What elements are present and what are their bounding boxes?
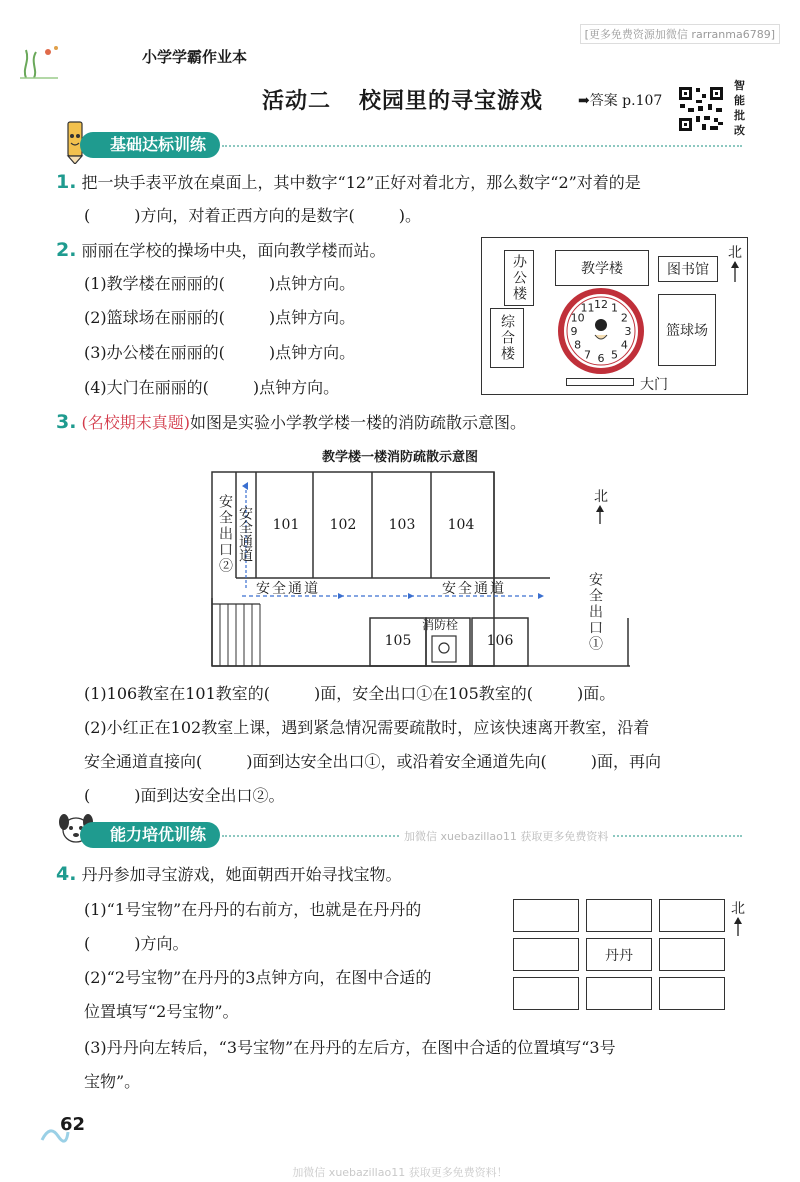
question-4-sub-3-line-1: (3)丹丹向左转后，“3号宝物”在丹丹的左后方，在图中合适的位置填写“3号 — [84, 1038, 616, 1057]
text: 安全通道直接向( — [84, 752, 203, 771]
exit-2-label: 安全出口② — [217, 494, 233, 574]
question-3-sub-2-line-1: (2)小红正在102教室上课，遇到紧急情况需要疏散时，应该快速离开教室，沿着 — [84, 718, 650, 737]
text: ( — [84, 786, 91, 805]
text: )点钟方向。 — [268, 308, 356, 327]
basketball-court: 篮球场 — [658, 294, 716, 366]
north-arrow-icon — [728, 260, 742, 282]
page-number: 62 — [60, 1114, 86, 1135]
text: (1)106教室在101教室的( — [84, 684, 270, 703]
text: )面，安全出口①在105教室的( — [314, 684, 534, 703]
north-arrow-icon — [731, 916, 745, 936]
office-building: 办公楼 — [504, 250, 534, 306]
text: ( — [84, 934, 91, 953]
bottom-watermark: 加微信 xuebazillao11 获取更多免费资料！ — [292, 1166, 508, 1179]
text: )方向。 — [134, 934, 189, 953]
question-number: 3. — [56, 411, 77, 433]
question-3-sub-2-line-3 — [84, 784, 285, 808]
text: )点钟方向。 — [268, 343, 356, 362]
page-title — [262, 84, 543, 115]
north-label: 北 — [728, 245, 742, 261]
corridor-label-2: 安全通道 — [442, 581, 506, 597]
clock-number: 11 — [580, 301, 595, 315]
room-101: 101 — [272, 517, 300, 533]
grid-cell-ne[interactable] — [659, 899, 725, 932]
library-building: 图书馆 — [658, 256, 718, 282]
text: (3)办公楼在丽丽的( — [84, 343, 225, 362]
mid-watermark: 加微信 xuebazillao11 获取更多免费资料 — [400, 828, 612, 844]
clock-number: 8 — [574, 338, 582, 352]
text: )点钟方向。 — [252, 378, 340, 397]
smart-grading-label: 智能批改 — [734, 79, 745, 137]
grid-cell-nw[interactable] — [513, 899, 579, 932]
section-basic-banner: 基础达标训练 — [80, 132, 220, 158]
section-ability-banner: 能力培优训练 — [80, 822, 220, 848]
question-4-stem — [56, 862, 402, 887]
question-1-line-2 — [84, 204, 421, 228]
question-2-sub-2 — [84, 306, 355, 330]
question-number: 1. — [56, 171, 77, 193]
activity-number: 活动二 — [262, 89, 332, 114]
question-number: 4. — [56, 863, 77, 885]
section-divider — [222, 145, 742, 147]
question-4-sub-2-line-1: (2)“2号宝物”在丹丹的3点钟方向，在图中合适的 — [84, 968, 432, 987]
clock-number: 4 — [620, 338, 628, 352]
figure-title: 教学楼一楼消防疏散示意图 — [321, 450, 478, 465]
grid-cell-e[interactable] — [659, 938, 725, 971]
clock-number: 3 — [624, 325, 632, 338]
clock-number: 5 — [611, 348, 618, 362]
exit-1-label: 安全出口① — [587, 572, 603, 652]
question-2-sub-4 — [84, 376, 339, 400]
clock-number: 1 — [611, 301, 618, 315]
book-title: 小学学霸作业本 — [142, 48, 248, 66]
answer-reference: ➡答案 p.107 — [578, 93, 663, 109]
question-text: 丹丹参加寻宝游戏，她面朝西开始寻找宝物。 — [81, 865, 402, 884]
question-3-sub-1 — [84, 682, 615, 706]
north-label: 北 — [594, 489, 608, 505]
seaweed-logo-icon — [18, 40, 78, 80]
gate-bar — [566, 378, 634, 386]
question-text: 把一块手表平放在桌面上，其中数字“12”正好对着北方，那么数字“2”对着的是 — [81, 173, 641, 192]
text: (4)大门在丽丽的( — [84, 378, 209, 397]
clock-number: 7 — [584, 348, 591, 362]
school-map — [481, 237, 748, 395]
text: )点钟方向。 — [268, 274, 356, 293]
question-text: 丽丽在学校的操场中央，面向教学楼而站。 — [81, 241, 386, 260]
question-4-sub-1-line-2 — [84, 932, 189, 956]
room-105: 105 — [384, 633, 412, 649]
text: )面到达安全出口②。 — [134, 786, 285, 805]
room-102: 102 — [329, 517, 357, 533]
text: )。 — [398, 206, 421, 225]
text: )面。 — [577, 684, 616, 703]
qr-code-icon[interactable] — [678, 86, 724, 132]
text: (2)篮球场在丽丽的( — [84, 308, 225, 327]
text: )面到达安全出口①，或沿着安全通道先向( — [246, 752, 547, 771]
vertical-corridor-label: 安全通道 — [237, 506, 253, 562]
question-4-sub-2-line-2: 位置填写“2号宝物”。 — [84, 1002, 239, 1021]
exam-tag: (名校期末真题) — [81, 413, 191, 432]
room-106: 106 — [486, 633, 514, 649]
clock-number: 6 — [597, 352, 605, 365]
text: )方向，对着正西方向的是数字( — [134, 206, 355, 225]
grid-cell-sw[interactable] — [513, 977, 579, 1010]
clock-number: 10 — [570, 311, 585, 325]
room-104: 104 — [447, 517, 475, 533]
question-4-sub-1-line-1: (1)“1号宝物”在丹丹的右前方，也就是在丹丹的 — [84, 900, 422, 919]
room-103: 103 — [388, 517, 416, 533]
evacuation-plan — [210, 468, 630, 668]
corridor-label-1: 安全通道 — [256, 581, 320, 597]
top-watermark: [更多免费资源加微信 rarranma6789] — [580, 24, 780, 44]
question-4-sub-3-line-2: 宝物”。 — [84, 1072, 141, 1091]
grid-cell-w[interactable] — [513, 938, 579, 971]
comprehensive-building: 综合楼 — [490, 308, 524, 368]
question-2-sub-1 — [84, 272, 355, 296]
gate-label: 大门 — [640, 377, 668, 393]
clock-number: 9 — [570, 325, 578, 338]
teaching-building: 教学楼 — [555, 250, 649, 286]
grid-cell-n[interactable] — [586, 899, 652, 932]
question-1-line-1 — [56, 170, 641, 195]
question-3-stem — [56, 410, 526, 435]
text: )面，再向 — [590, 752, 661, 771]
clock-number: 12 — [594, 298, 608, 311]
question-text: 如图是实验小学教学楼一楼的消防疏散示意图。 — [190, 413, 527, 432]
text: ( — [84, 206, 91, 225]
question-2-stem — [56, 238, 386, 263]
activity-name: 校园里的寻宝游戏 — [359, 89, 544, 114]
grid-cell-s[interactable] — [586, 977, 652, 1010]
question-2-sub-3 — [84, 341, 355, 365]
text: (1)教学楼在丽丽的( — [84, 274, 225, 293]
question-number: 2. — [56, 239, 77, 261]
question-3-sub-2-line-2 — [84, 750, 661, 774]
grid-cell-se[interactable] — [659, 977, 725, 1010]
playground-clock — [558, 288, 644, 374]
grid-cell-center: 丹丹 — [586, 938, 652, 971]
north-label: 北 — [731, 901, 745, 917]
clock-number: 2 — [620, 311, 628, 325]
fire-hydrant-label: 消防栓 — [422, 618, 459, 632]
